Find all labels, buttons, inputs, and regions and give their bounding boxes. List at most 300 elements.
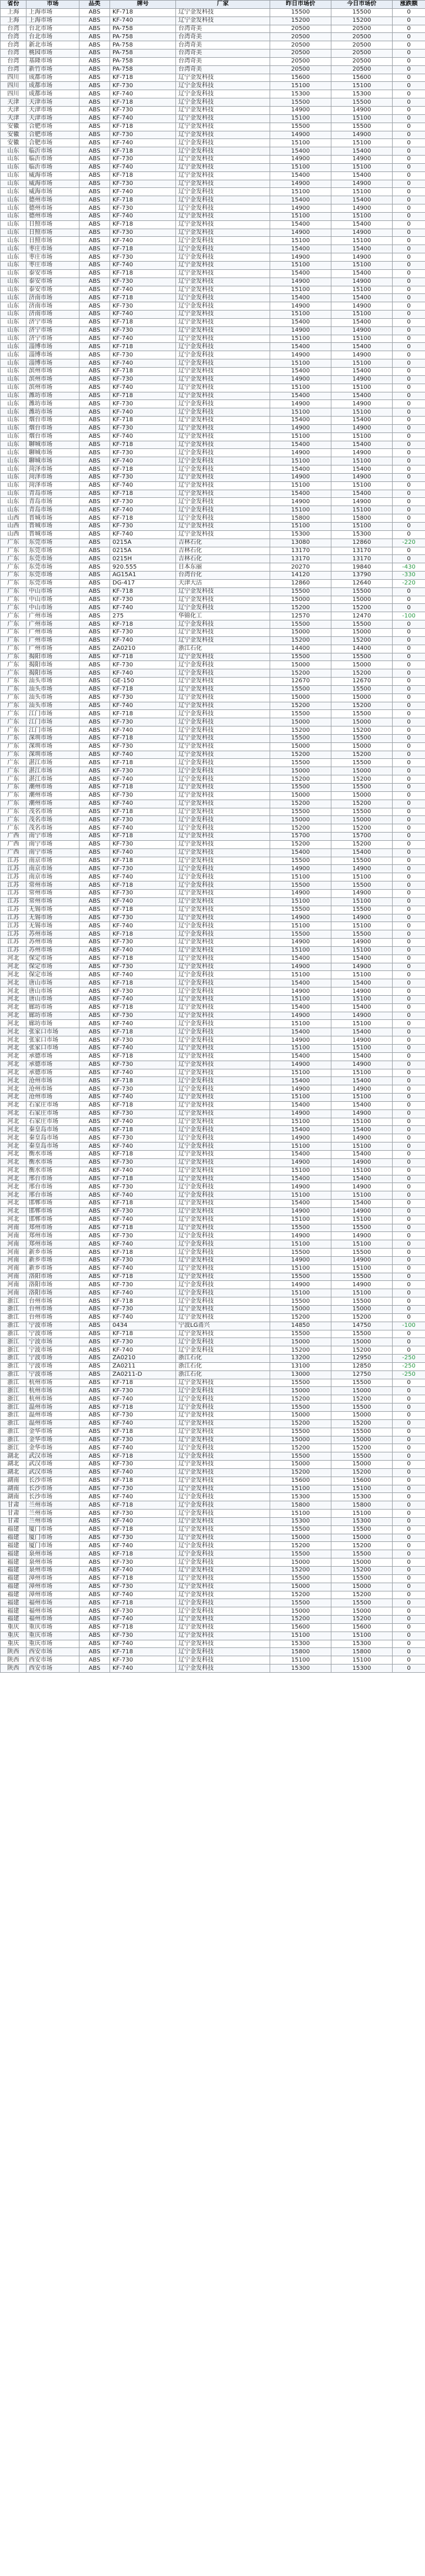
cell-grade: KF-718 [110, 98, 176, 107]
cell-yesterday-price: 15200 [270, 1616, 331, 1624]
cell-province: 广东 [1, 702, 26, 710]
cell-market: 秦皇岛市场 [26, 1142, 79, 1151]
cell-manufacturer: 辽宁金发科技 [176, 873, 270, 881]
cell-yesterday-price: 15000 [270, 1411, 331, 1419]
cell-today-price: 20500 [331, 25, 393, 33]
cell-yesterday-price: 15400 [270, 417, 331, 425]
cell-province: 广东 [1, 661, 26, 669]
cell-change: 0 [393, 1020, 425, 1028]
cell-yesterday-price: 15000 [270, 1607, 331, 1616]
cell-grade: KF-718 [110, 653, 176, 661]
cell-today-price: 14750 [331, 1322, 393, 1330]
cell-today-price: 15400 [331, 848, 393, 857]
table-row [1, 1436, 425, 1444]
cell-grade: KF-730 [110, 1036, 176, 1045]
table-row [1, 424, 425, 432]
table-row [1, 1028, 425, 1036]
cell-today-price: 15100 [331, 262, 393, 270]
cell-market: 天津市场 [26, 114, 79, 123]
cell-category: ABS [79, 579, 110, 587]
cell-change: 0 [393, 587, 425, 596]
cell-grade: KF-718 [110, 514, 176, 523]
cell-change: -220 [393, 539, 425, 547]
cell-today-price: 15100 [331, 1485, 393, 1493]
cell-province: 山东 [1, 392, 26, 400]
cell-category: ABS [79, 400, 110, 408]
cell-today-price: 14900 [331, 253, 393, 262]
cell-grade: PA-758 [110, 33, 176, 41]
cell-market: 衡水市场 [26, 1150, 79, 1158]
cell-market: 宁波市场 [26, 1330, 79, 1338]
cell-manufacturer: 吉林石化 [176, 547, 270, 555]
cell-grade: KF-730 [110, 1281, 176, 1289]
cell-today-price: 15000 [331, 742, 393, 751]
cell-province: 河南 [1, 1240, 26, 1249]
cell-category: ABS [79, 988, 110, 996]
cell-yesterday-price: 15200 [270, 16, 331, 25]
cell-change: 0 [393, 678, 425, 686]
cell-province: 四川 [1, 74, 26, 82]
cell-province: 陕西 [1, 1665, 26, 1673]
cell-market: 金华市场 [26, 1428, 79, 1436]
cell-category: ABS [79, 196, 110, 204]
cell-yesterday-price: 15200 [270, 800, 331, 808]
cell-today-price: 15500 [331, 1550, 393, 1558]
cell-change: 0 [393, 1387, 425, 1395]
table-row [1, 718, 425, 726]
cell-grade: KF-718 [110, 196, 176, 204]
cell-manufacturer: 辽宁金发科技 [176, 1607, 270, 1616]
cell-province: 山东 [1, 498, 26, 506]
cell-manufacturer: 辽宁金发科技 [176, 229, 270, 237]
cell-today-price: 15100 [331, 1240, 393, 1249]
cell-change: 0 [393, 1411, 425, 1419]
cell-market: 唐山市场 [26, 988, 79, 996]
cell-grade: KF-730 [110, 498, 176, 506]
cell-market: 广州市场 [26, 628, 79, 636]
cell-manufacturer: 辽宁金发科技 [176, 628, 270, 636]
cell-today-price: 12750 [331, 1370, 393, 1379]
cell-market: 金华市场 [26, 1436, 79, 1444]
table-row [1, 1656, 425, 1665]
cell-market: 揭阳市场 [26, 653, 79, 661]
cell-province: 江苏 [1, 939, 26, 947]
table-row [1, 1109, 425, 1118]
cell-yesterday-price: 15400 [270, 1200, 331, 1208]
cell-grade: KF-718 [110, 269, 176, 278]
cell-province: 广东 [1, 604, 26, 612]
cell-manufacturer: 辽宁金发科技 [176, 767, 270, 775]
cell-manufacturer: 辽宁金发科技 [176, 1264, 270, 1273]
cell-today-price: 15200 [331, 702, 393, 710]
cell-province: 山东 [1, 326, 26, 335]
cell-category: ABS [79, 636, 110, 645]
cell-change: 0 [393, 889, 425, 897]
cell-yesterday-price: 15300 [270, 1517, 331, 1525]
cell-province: 广东 [1, 791, 26, 800]
cell-category: ABS [79, 16, 110, 25]
table-row [1, 1330, 425, 1338]
cell-grade: KF-730 [110, 914, 176, 922]
table-row [1, 98, 425, 107]
cell-change: 0 [393, 82, 425, 90]
cell-market: 张家口市场 [26, 1045, 79, 1053]
cell-market: 新乡市场 [26, 1249, 79, 1257]
cell-grade: KF-740 [110, 359, 176, 368]
cell-yesterday-price: 15300 [270, 530, 331, 539]
cell-manufacturer: 辽宁金发科技 [176, 123, 270, 131]
cell-today-price: 15500 [331, 1379, 393, 1387]
cell-province: 河北 [1, 1216, 26, 1224]
table-row [1, 620, 425, 629]
table-row [1, 791, 425, 800]
table-row [1, 1338, 425, 1346]
cell-category: ABS [79, 1240, 110, 1249]
cell-market: 常州市场 [26, 881, 79, 890]
cell-change: 0 [393, 1656, 425, 1665]
cell-yesterday-price: 14900 [270, 914, 331, 922]
cell-grade: KF-730 [110, 253, 176, 262]
cell-grade: KF-730 [110, 1061, 176, 1069]
cell-province: 河北 [1, 1150, 26, 1158]
cell-manufacturer: 辽宁金发科技 [176, 988, 270, 996]
cell-category: ABS [79, 848, 110, 857]
cell-grade: KF-740 [110, 1264, 176, 1273]
cell-grade: KF-718 [110, 294, 176, 302]
table-row [1, 1510, 425, 1518]
cell-today-price: 15100 [331, 408, 393, 417]
table-row [1, 8, 425, 16]
cell-province: 广东 [1, 572, 26, 580]
table-row [1, 1419, 425, 1428]
cell-province: 山东 [1, 204, 26, 213]
cell-manufacturer: 辽宁金发科技 [176, 465, 270, 474]
cell-yesterday-price: 15400 [270, 392, 331, 400]
cell-category: ABS [79, 873, 110, 881]
cell-today-price: 15500 [331, 881, 393, 890]
cell-grade: KF-718 [110, 465, 176, 474]
table-row [1, 514, 425, 523]
cell-yesterday-price: 14400 [270, 645, 331, 653]
cell-manufacturer: 辽宁金发科技 [176, 278, 270, 286]
table-row [1, 1640, 425, 1648]
cell-market: 威海市场 [26, 171, 79, 180]
cell-yesterday-price: 14900 [270, 1158, 331, 1167]
cell-change: 0 [393, 897, 425, 906]
table-row [1, 1012, 425, 1020]
cell-yesterday-price: 15000 [270, 1436, 331, 1444]
cell-category: ABS [79, 490, 110, 498]
cell-grade: PA-758 [110, 41, 176, 49]
cell-today-price: 15200 [331, 1567, 393, 1575]
header-manufacturer: 厂家 [176, 1, 270, 9]
table-row [1, 220, 425, 229]
cell-province: 浙江 [1, 1419, 26, 1428]
cell-change: 0 [393, 767, 425, 775]
cell-grade: KF-718 [110, 587, 176, 596]
cell-market: 保定市场 [26, 963, 79, 971]
cell-province: 河北 [1, 979, 26, 988]
cell-change: 0 [393, 653, 425, 661]
cell-today-price: 14900 [331, 1012, 393, 1020]
cell-grade: KF-730 [110, 1158, 176, 1167]
cell-manufacturer: 辽宁金发科技 [176, 262, 270, 270]
table-row [1, 1003, 425, 1012]
cell-grade: KF-718 [110, 1501, 176, 1510]
cell-category: ABS [79, 1264, 110, 1273]
cell-change: 0 [393, 1493, 425, 1501]
cell-market: 晋城市场 [26, 530, 79, 539]
cell-change: 0 [393, 65, 425, 74]
cell-today-price: 20500 [331, 33, 393, 41]
cell-manufacturer: 辽宁金发科技 [176, 604, 270, 612]
cell-yesterday-price: 14900 [270, 1207, 331, 1216]
cell-manufacturer: 辽宁金发科技 [176, 596, 270, 604]
cell-today-price: 14900 [331, 1256, 393, 1264]
cell-category: ABS [79, 359, 110, 368]
cell-grade: ZA0210 [110, 645, 176, 653]
cell-manufacturer: 辽宁金发科技 [176, 1599, 270, 1607]
cell-grade: KF-740 [110, 1616, 176, 1624]
cell-market: 长沙市场 [26, 1477, 79, 1485]
cell-change: 0 [393, 1207, 425, 1216]
cell-today-price: 15100 [331, 995, 393, 1003]
table-row [1, 865, 425, 873]
table-row [1, 848, 425, 857]
cell-grade: KF-730 [110, 400, 176, 408]
cell-change: 0 [393, 751, 425, 759]
cell-yesterday-price: 15500 [270, 1525, 331, 1534]
table-row [1, 400, 425, 408]
cell-today-price: 15200 [331, 1542, 393, 1550]
table-row [1, 1085, 425, 1094]
cell-province: 广东 [1, 751, 26, 759]
cell-today-price: 15400 [331, 220, 393, 229]
cell-category: ABS [79, 1216, 110, 1224]
cell-province: 广东 [1, 710, 26, 718]
cell-manufacturer: 浙江石化 [176, 645, 270, 653]
cell-grade: KF-740 [110, 139, 176, 147]
cell-category: ABS [79, 1493, 110, 1501]
cell-province: 江苏 [1, 897, 26, 906]
cell-manufacturer: 台湾台化 [176, 572, 270, 580]
cell-today-price: 15500 [331, 784, 393, 792]
cell-manufacturer: 辽宁金发科技 [176, 163, 270, 171]
cell-change: 0 [393, 106, 425, 114]
cell-yesterday-price: 13170 [270, 555, 331, 563]
cell-today-price: 14900 [331, 156, 393, 164]
table-row [1, 1045, 425, 1053]
cell-market: 南京市场 [26, 857, 79, 865]
cell-manufacturer: 辽宁金发科技 [176, 669, 270, 678]
table-row [1, 816, 425, 824]
cell-category: ABS [79, 1232, 110, 1240]
cell-province: 河北 [1, 955, 26, 963]
cell-grade: KF-740 [110, 481, 176, 490]
cell-today-price: 14900 [331, 278, 393, 286]
table-row [1, 1134, 425, 1142]
table-row [1, 123, 425, 131]
cell-today-price: 20500 [331, 41, 393, 49]
table-row [1, 351, 425, 359]
cell-today-price: 13170 [331, 555, 393, 563]
cell-province: 福建 [1, 1583, 26, 1591]
cell-market: 揭阳市场 [26, 661, 79, 669]
cell-yesterday-price: 15300 [270, 1665, 331, 1673]
cell-change: -220 [393, 579, 425, 587]
cell-today-price: 15100 [331, 163, 393, 171]
cell-category: ABS [79, 1656, 110, 1665]
cell-province: 山东 [1, 449, 26, 457]
cell-yesterday-price: 14900 [270, 1232, 331, 1240]
cell-manufacturer: 辽宁金发科技 [176, 897, 270, 906]
cell-today-price: 14900 [331, 939, 393, 947]
cell-yesterday-price: 15400 [270, 465, 331, 474]
cell-change: 0 [393, 628, 425, 636]
cell-category: ABS [79, 65, 110, 74]
cell-change: 0 [393, 1558, 425, 1567]
cell-yesterday-price: 15400 [270, 1150, 331, 1158]
cell-today-price: 15100 [331, 311, 393, 319]
cell-change: 0 [393, 1501, 425, 1510]
cell-grade: ZA0210 [110, 1355, 176, 1363]
cell-market: 衡水市场 [26, 1158, 79, 1167]
cell-category: ABS [79, 1550, 110, 1558]
table-row [1, 196, 425, 204]
cell-manufacturer: 辽宁金发科技 [176, 449, 270, 457]
cell-category: ABS [79, 465, 110, 474]
cell-manufacturer: 辽宁金发科技 [176, 865, 270, 873]
cell-province: 浙江 [1, 1387, 26, 1395]
header-market: 市场 [26, 1, 79, 9]
cell-province: 浙江 [1, 1436, 26, 1444]
cell-today-price: 15800 [331, 1648, 393, 1656]
cell-grade: KF-718 [110, 1550, 176, 1558]
cell-category: ABS [79, 1477, 110, 1485]
cell-manufacturer: 辽宁金发科技 [176, 417, 270, 425]
cell-category: ABS [79, 253, 110, 262]
cell-grade: KF-740 [110, 824, 176, 833]
cell-today-price: 15100 [331, 971, 393, 979]
cell-category: ABS [79, 49, 110, 58]
cell-market: 合肥市场 [26, 131, 79, 139]
cell-manufacturer: 辽宁金发科技 [176, 245, 270, 253]
table-row [1, 326, 425, 335]
cell-today-price: 15100 [331, 457, 393, 465]
cell-province: 山东 [1, 188, 26, 196]
cell-category: ABS [79, 1069, 110, 1077]
table-row [1, 1379, 425, 1387]
cell-today-price: 15200 [331, 1591, 393, 1599]
table-row [1, 408, 425, 417]
cell-yesterday-price: 15500 [270, 1550, 331, 1558]
cell-change: 0 [393, 914, 425, 922]
cell-manufacturer: 日本东丽 [176, 563, 270, 572]
table-row [1, 1607, 425, 1616]
cell-province: 河北 [1, 1118, 26, 1126]
cell-grade: KF-730 [110, 693, 176, 702]
cell-change: 0 [393, 25, 425, 33]
cell-change: 0 [393, 1444, 425, 1452]
cell-province: 广东 [1, 596, 26, 604]
cell-grade: KF-730 [110, 326, 176, 335]
header-row [1, 1, 425, 9]
cell-province: 河北 [1, 1085, 26, 1094]
cell-manufacturer: 辽宁金发科技 [176, 726, 270, 735]
cell-category: ABS [79, 833, 110, 841]
cell-manufacturer: 辽宁金发科技 [176, 114, 270, 123]
table-row [1, 1101, 425, 1109]
cell-change: -250 [393, 1370, 425, 1379]
cell-market: 日照市场 [26, 229, 79, 237]
cell-category: ABS [79, 751, 110, 759]
cell-province: 广东 [1, 579, 26, 587]
cell-category: ABS [79, 530, 110, 539]
cell-category: ABS [79, 432, 110, 441]
cell-market: 石家庄市场 [26, 1109, 79, 1118]
cell-yesterday-price: 20500 [270, 65, 331, 74]
cell-today-price: 14900 [331, 1183, 393, 1191]
cell-market: 临沂市场 [26, 156, 79, 164]
cell-yesterday-price: 14900 [270, 1061, 331, 1069]
cell-market: 温州市场 [26, 1403, 79, 1412]
cell-market: 泉州市场 [26, 1558, 79, 1567]
cell-category: ABS [79, 963, 110, 971]
cell-yesterday-price: 15100 [270, 163, 331, 171]
cell-province: 陕西 [1, 1656, 26, 1665]
cell-market: 湛江市场 [26, 775, 79, 784]
cell-manufacturer: 辽宁金发科技 [176, 1028, 270, 1036]
cell-change: 0 [393, 1085, 425, 1094]
cell-category: ABS [79, 1419, 110, 1428]
cell-grade: KF-740 [110, 1069, 176, 1077]
cell-yesterday-price: 15100 [270, 311, 331, 319]
cell-today-price: 15100 [331, 188, 393, 196]
cell-grade: KF-718 [110, 759, 176, 767]
cell-grade: KF-718 [110, 1648, 176, 1656]
cell-change: 0 [393, 1330, 425, 1338]
cell-yesterday-price: 15100 [270, 114, 331, 123]
cell-manufacturer: 辽宁金发科技 [176, 922, 270, 930]
cell-manufacturer: 辽宁金发科技 [176, 1273, 270, 1281]
cell-today-price: 14900 [331, 1207, 393, 1216]
cell-grade: KF-730 [110, 82, 176, 90]
cell-market: 济宁市场 [26, 326, 79, 335]
cell-today-price: 15200 [331, 1346, 393, 1355]
cell-province: 江苏 [1, 857, 26, 865]
cell-manufacturer: 辽宁金发科技 [176, 1525, 270, 1534]
cell-province: 浙江 [1, 1355, 26, 1363]
cell-change: 0 [393, 1623, 425, 1632]
cell-market: 重庆市场 [26, 1623, 79, 1632]
cell-change: 0 [393, 840, 425, 848]
cell-manufacturer: 吉林石化 [176, 555, 270, 563]
cell-today-price: 15200 [331, 840, 393, 848]
table-row [1, 523, 425, 531]
cell-manufacturer: 辽宁金发科技 [176, 1077, 270, 1085]
cell-grade: KF-730 [110, 302, 176, 311]
table-row [1, 1493, 425, 1501]
cell-category: ABS [79, 286, 110, 294]
cell-grade: KF-740 [110, 1094, 176, 1102]
cell-category: ABS [79, 514, 110, 523]
cell-category: ABS [79, 220, 110, 229]
cell-manufacturer: 辽宁金发科技 [176, 1175, 270, 1183]
cell-change: 0 [393, 367, 425, 375]
cell-province: 江苏 [1, 946, 26, 955]
cell-grade: KF-718 [110, 857, 176, 865]
cell-today-price: 15200 [331, 1468, 393, 1477]
